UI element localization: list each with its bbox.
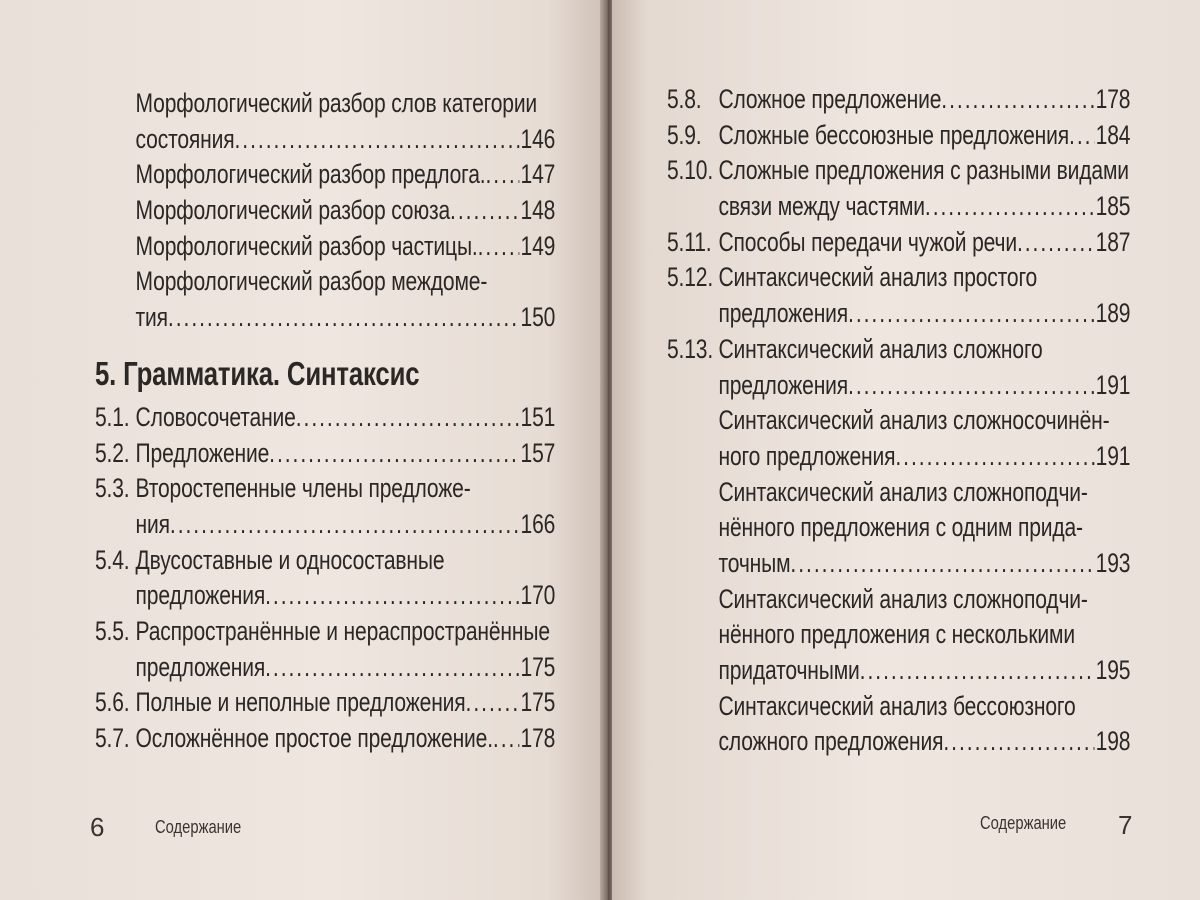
toc-entry — [667, 82, 1130, 118]
section-heading: 5. Грамматика. Синтаксис — [95, 354, 420, 392]
entry-title-line: Второстепенные члены предложе- — [135, 473, 471, 504]
entry-title-line: нённого предложения с одним прида- — [718, 512, 1083, 543]
dot-leader — [269, 436, 519, 472]
entry-title-line: сложного предложения — [718, 726, 944, 757]
entry-title-line: тия — [135, 302, 168, 333]
toc-entry — [667, 403, 1130, 474]
dot-leader — [265, 650, 519, 686]
entry-number: 5.12. — [667, 262, 714, 293]
toc-line — [667, 260, 1130, 296]
entry-title-line: Способы передачи чужой речи — [718, 226, 1017, 257]
entry-title-line: предложения — [718, 298, 849, 329]
toc-line — [95, 400, 555, 436]
toc-entry — [667, 582, 1130, 689]
entry-page-number: 189 — [1095, 298, 1131, 329]
toc-entry — [95, 157, 555, 193]
dot-leader — [485, 157, 519, 193]
toc-line — [667, 439, 1130, 475]
entry-title-line: Словосочетание — [135, 401, 296, 432]
toc-line — [667, 403, 1130, 439]
entry-number: 5.1. — [95, 401, 130, 432]
running-footer-left: Содержание — [155, 817, 242, 837]
toc-entry — [95, 193, 555, 229]
toc-entry — [667, 153, 1130, 224]
entry-title-line: Полные и неполные предложения — [135, 687, 466, 718]
entry-page-number: 178 — [1095, 84, 1131, 114]
toc-line — [667, 368, 1130, 404]
entry-number: 5.4. — [95, 544, 130, 575]
entry-page-number: 198 — [1095, 726, 1131, 757]
entry-title-line: ния — [135, 508, 170, 539]
entry-page-number: 148 — [520, 195, 556, 226]
entry-page-number: 170 — [520, 580, 556, 611]
entry-title-line: Морфологический разбор союза — [135, 195, 451, 226]
entry-title-line: Двусоставные и односоставные — [135, 544, 445, 575]
entry-page-number: 175 — [520, 651, 556, 682]
dot-leader — [925, 189, 1094, 225]
entry-title-line: предложения — [718, 369, 849, 400]
toc-line — [667, 225, 1130, 261]
entry-page-number: 150 — [520, 302, 556, 333]
entry-number: 5.9. — [667, 119, 702, 150]
dot-leader — [1017, 225, 1094, 261]
toc-line — [95, 300, 555, 336]
entry-page-number: 147 — [520, 159, 556, 190]
entry-title-line: нённого предложения с несколькими — [718, 619, 1075, 650]
dot-leader — [1069, 118, 1094, 154]
entry-page-number: 193 — [1095, 547, 1131, 578]
entry-page-number: 166 — [520, 508, 556, 539]
entry-page-number: 157 — [520, 437, 556, 468]
entry-number: 5.2. — [95, 437, 130, 468]
toc-line — [95, 157, 555, 193]
right-page — [612, 0, 1200, 900]
entry-title-line: Синтаксический анализ сложного — [718, 333, 1043, 364]
toc-line — [667, 617, 1130, 653]
toc-entry — [667, 260, 1130, 331]
entry-title-line: Синтаксический анализ сложносочинён- — [718, 405, 1110, 436]
dot-leader — [296, 400, 519, 436]
dot-leader — [170, 507, 519, 543]
dot-leader — [895, 439, 1094, 475]
entry-title-line: Синтаксический анализ сложноподчи- — [718, 476, 1088, 507]
right-toc-list — [667, 82, 1130, 760]
toc-line — [95, 86, 555, 122]
toc-line — [95, 229, 555, 265]
entry-title-line: связи между частями — [718, 191, 925, 222]
toc-line — [95, 543, 555, 579]
entry-page-number: 149 — [520, 230, 556, 261]
entry-page-number: 191 — [1095, 440, 1131, 471]
dot-leader — [234, 122, 518, 158]
entry-title-line: Осложнённое простое предложение. — [135, 723, 493, 753]
toc-entry — [95, 229, 555, 265]
toc-entry — [667, 225, 1130, 261]
page-number-right: 7 — [1118, 810, 1133, 840]
entry-page-number: 151 — [520, 401, 556, 432]
toc-entry — [95, 264, 555, 335]
toc-line — [95, 507, 555, 543]
toc-line — [667, 332, 1130, 368]
entry-title-line: точным — [718, 547, 791, 578]
entry-number: 5.8. — [667, 84, 702, 114]
entry-title-line: Сложные предложения с разными видами — [718, 155, 1129, 186]
page-number-left: 6 — [90, 812, 105, 842]
entry-title-line: придаточными — [718, 655, 860, 685]
dot-leader — [943, 724, 1094, 760]
entry-title-line: Морфологический разбор частицы. — [135, 230, 478, 261]
entry-number: 5.6. — [95, 687, 130, 718]
entry-title-line: Синтаксический анализ бессоюзного — [718, 690, 1076, 721]
toc-entry — [95, 614, 555, 685]
toc-line — [95, 264, 555, 300]
dot-leader — [265, 578, 519, 614]
entry-number: 5.5. — [95, 615, 130, 646]
entry-page-number: 146 — [520, 123, 556, 154]
entry-page-number: 191 — [1095, 369, 1131, 400]
entry-title-line: предложения — [135, 651, 266, 682]
dot-leader — [450, 193, 519, 229]
dot-leader — [848, 368, 1094, 404]
entry-title-line: Сложное предложение — [718, 84, 942, 114]
left-toc — [95, 86, 608, 757]
entry-page-number: 175 — [520, 687, 556, 718]
toc-entry — [667, 118, 1130, 154]
entry-title-line: Морфологический разбор слов категории — [135, 88, 538, 118]
entry-title-line: Синтаксический анализ простого — [718, 262, 1038, 293]
toc-entry — [95, 400, 555, 436]
entry-number: 5.7. — [95, 723, 130, 753]
dot-leader — [466, 685, 519, 721]
entry-page-number: 187 — [1095, 226, 1131, 257]
entry-title-line: Распространённые и нераспространённые — [135, 615, 550, 646]
dot-leader — [168, 300, 519, 336]
toc-entry — [95, 436, 555, 472]
entry-title-line: предложения — [135, 580, 266, 611]
entry-title-line: ного предложения — [718, 440, 896, 471]
toc-entry — [95, 685, 555, 721]
toc-line — [667, 153, 1130, 189]
entry-number: 5.11. — [667, 226, 712, 257]
toc-line — [667, 189, 1130, 225]
entry-number: 5.3. — [95, 473, 130, 504]
entry-page-number: 185 — [1095, 191, 1131, 222]
dot-leader — [860, 653, 1094, 689]
dot-leader — [790, 546, 1094, 582]
dot-leader — [848, 296, 1094, 332]
toc-entry — [667, 332, 1130, 403]
entry-page-number: 178 — [520, 723, 556, 753]
toc-line — [667, 724, 1130, 760]
entry-title-line: Предложение — [135, 437, 270, 468]
dot-leader — [493, 721, 519, 757]
toc-entry — [667, 689, 1130, 760]
toc-line — [95, 193, 555, 229]
toc-line — [667, 653, 1130, 689]
dot-leader — [478, 229, 519, 265]
entry-title-line: Морфологический разбор предлога. — [135, 159, 486, 190]
entry-title-line: состояния — [135, 123, 235, 154]
toc-entry — [95, 86, 555, 157]
entry-number: 5.13. — [667, 333, 714, 364]
left-toc-list — [95, 86, 555, 757]
entry-title-line: Морфологический разбор междоме- — [135, 266, 488, 297]
toc-line — [95, 578, 555, 614]
toc-line — [667, 546, 1130, 582]
dot-leader — [941, 82, 1094, 118]
toc-line — [95, 685, 555, 721]
toc-line — [667, 118, 1130, 154]
toc-line — [95, 721, 555, 757]
entry-title-line: Синтаксический анализ сложноподчи- — [718, 583, 1088, 614]
toc-line — [667, 296, 1130, 332]
toc-entry — [667, 475, 1130, 582]
right-toc — [667, 82, 1200, 760]
entry-page-number: 195 — [1095, 655, 1131, 685]
toc-line — [95, 614, 555, 650]
toc-line — [95, 436, 555, 472]
toc-line — [667, 582, 1130, 618]
entry-number: 5.10. — [667, 155, 714, 186]
toc-line — [667, 82, 1130, 118]
toc-line — [667, 510, 1130, 546]
toc-line — [95, 650, 555, 686]
toc-line — [95, 122, 555, 158]
entry-title-line: Сложные бессоюзные предложения — [718, 119, 1070, 150]
entry-page-number: 184 — [1095, 119, 1131, 150]
running-footer-right: Содержание — [980, 813, 1067, 833]
toc-entry — [95, 543, 555, 614]
toc-line — [667, 689, 1130, 725]
toc-line — [667, 475, 1130, 511]
toc-entry — [95, 471, 555, 542]
toc-entry — [95, 721, 555, 757]
toc-line — [95, 471, 555, 507]
